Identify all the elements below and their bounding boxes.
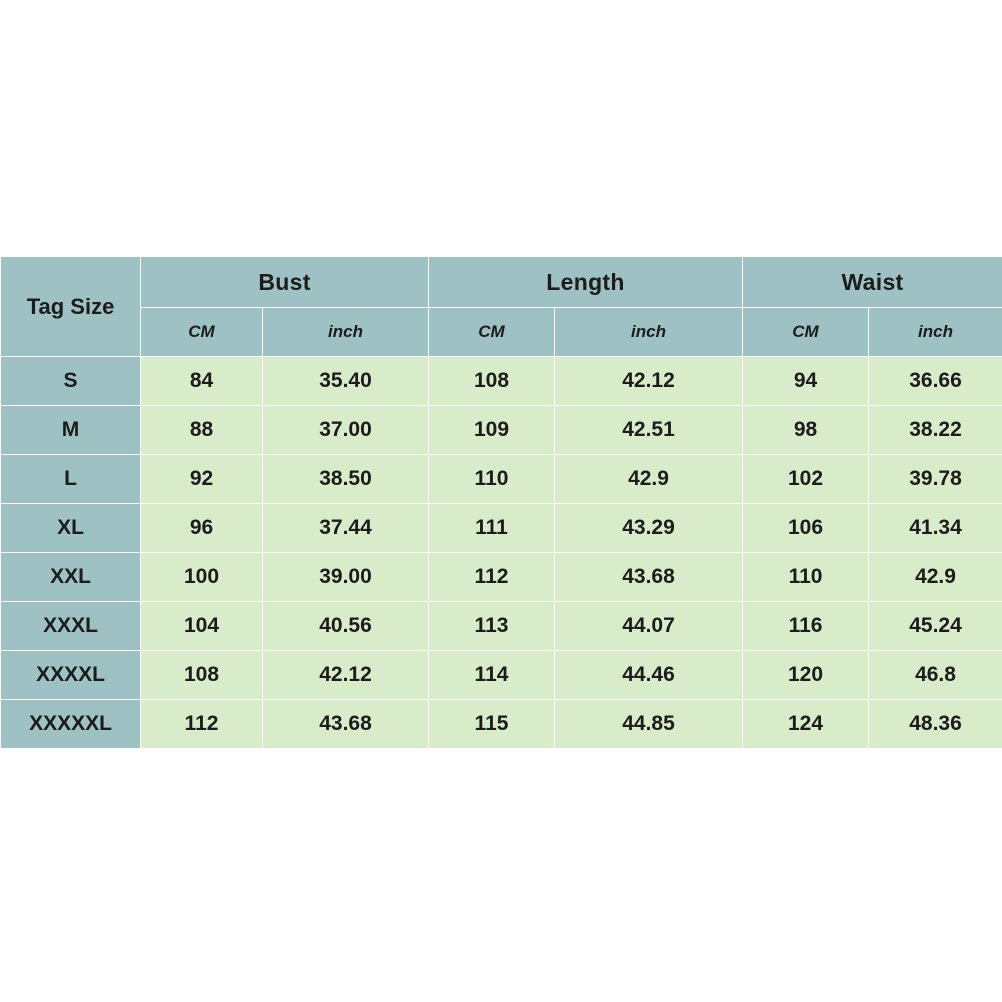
cell-waist-cm: 94 [743,357,869,406]
header-unit-length-inch: inch [555,308,743,357]
cell-waist-inch: 41.34 [869,504,1002,553]
row-size-label: S [1,357,141,406]
cell-length-inch: 42.51 [555,406,743,455]
cell-bust-cm: 104 [141,602,263,651]
header-row-units [1,308,1002,357]
cell-length-inch: 42.12 [555,357,743,406]
cell-length-inch: 43.68 [555,553,743,602]
cell-bust-inch: 37.44 [263,504,429,553]
cell-length-inch: 44.07 [555,602,743,651]
cell-bust-cm: 96 [141,504,263,553]
cell-waist-inch: 46.8 [869,651,1002,700]
cell-waist-inch: 45.24 [869,602,1002,651]
cell-bust-inch: 35.40 [263,357,429,406]
table-row [1,504,1002,553]
table-body [1,357,1002,749]
cell-bust-cm: 108 [141,651,263,700]
cell-waist-cm: 116 [743,602,869,651]
cell-waist-inch: 39.78 [869,455,1002,504]
row-size-label: XL [1,504,141,553]
cell-length-inch: 43.29 [555,504,743,553]
table-row [1,357,1002,406]
cell-waist-inch: 36.66 [869,357,1002,406]
cell-bust-cm: 100 [141,553,263,602]
cell-length-cm: 114 [429,651,555,700]
cell-length-cm: 113 [429,602,555,651]
cell-waist-inch: 38.22 [869,406,1002,455]
cell-bust-inch: 37.00 [263,406,429,455]
cell-bust-cm: 84 [141,357,263,406]
cell-length-inch: 44.85 [555,700,743,749]
cell-bust-inch: 42.12 [263,651,429,700]
cell-bust-inch: 40.56 [263,602,429,651]
row-size-label: XXXXL [1,651,141,700]
cell-waist-cm: 124 [743,700,869,749]
header-group-bust: Bust [141,257,429,308]
cell-length-inch: 44.46 [555,651,743,700]
size-chart-table [0,256,1002,749]
cell-length-cm: 111 [429,504,555,553]
cell-length-cm: 109 [429,406,555,455]
table-row [1,602,1002,651]
cell-waist-cm: 98 [743,406,869,455]
cell-bust-cm: 112 [141,700,263,749]
cell-waist-inch: 42.9 [869,553,1002,602]
row-size-label: L [1,455,141,504]
header-unit-bust-cm: CM [141,308,263,357]
cell-length-cm: 108 [429,357,555,406]
cell-waist-cm: 120 [743,651,869,700]
table-row [1,651,1002,700]
header-group-waist: Waist [743,257,1002,308]
cell-waist-cm: 102 [743,455,869,504]
cell-bust-cm: 88 [141,406,263,455]
cell-bust-cm: 92 [141,455,263,504]
table-row [1,700,1002,749]
header-unit-length-cm: CM [429,308,555,357]
cell-bust-inch: 39.00 [263,553,429,602]
table-row [1,553,1002,602]
row-size-label: XXXXXL [1,700,141,749]
cell-bust-inch: 43.68 [263,700,429,749]
cell-waist-cm: 110 [743,553,869,602]
header-unit-waist-cm: CM [743,308,869,357]
cell-length-cm: 112 [429,553,555,602]
cell-length-cm: 115 [429,700,555,749]
header-tag-size: Tag Size [1,257,141,357]
cell-waist-inch: 48.36 [869,700,1002,749]
cell-length-cm: 110 [429,455,555,504]
table-row [1,406,1002,455]
row-size-label: M [1,406,141,455]
table-header [1,257,1002,357]
cell-waist-cm: 106 [743,504,869,553]
cell-bust-inch: 38.50 [263,455,429,504]
header-unit-bust-inch: inch [263,308,429,357]
cell-length-inch: 42.9 [555,455,743,504]
header-row-groups [1,257,1002,308]
row-size-label: XXXL [1,602,141,651]
header-unit-waist-inch: inch [869,308,1002,357]
row-size-label: XXL [1,553,141,602]
size-chart-container [0,256,1002,749]
header-group-length: Length [429,257,743,308]
table-row [1,455,1002,504]
